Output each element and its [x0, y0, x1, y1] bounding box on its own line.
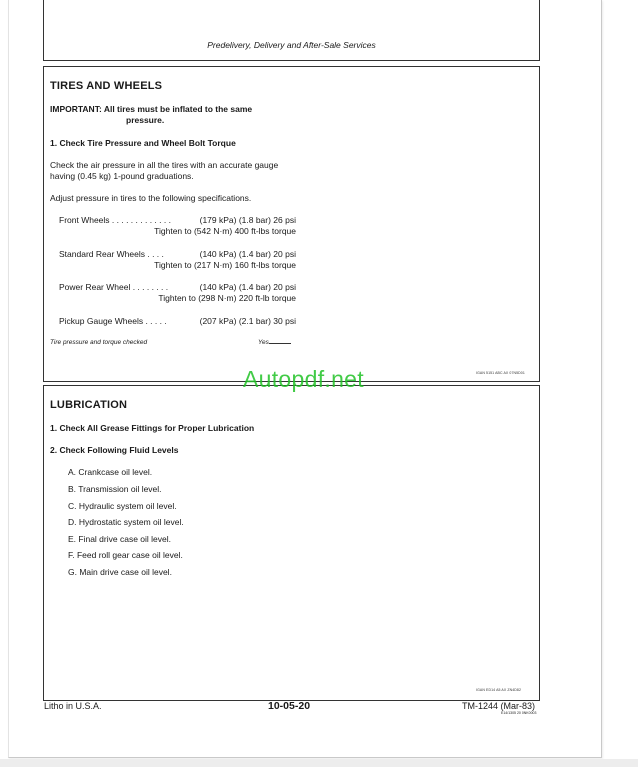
tire-para2: Adjust pressure in tires to the following specifications. [50, 193, 252, 203]
lube-step-2: 2. Check Following Fluid Levels [50, 445, 179, 455]
fluid-level-item: G. Main drive case oil level. [68, 567, 172, 577]
fluid-level-item: A. Crankcase oil level. [68, 467, 153, 477]
fluid-level-item: C. Hydraulic system oil level. [68, 501, 177, 511]
lubrication-panel [43, 385, 540, 701]
watermark-text: Autopdf.net [243, 366, 364, 392]
section-header-title: Predelivery, Delivery and After-Sale Services [207, 40, 376, 50]
footer-litho: Litho in U.S.A. [44, 701, 102, 711]
fluid-level-item: B. Transmission oil level. [68, 484, 162, 494]
tires-reference-code: IGAN 5151 ABC AX 07N5D01 [476, 371, 525, 375]
spec-pressure: (179 kPa) (1.8 bar) 26 psi [199, 215, 296, 225]
header-box [43, 0, 540, 61]
spec-torque: Tighten to (542 N·m) 400 ft-lbs torque [154, 226, 296, 236]
tires-and-wheels-panel [43, 66, 540, 382]
next-page-edge [0, 759, 638, 767]
tire-step-1: 1. Check Tire Pressure and Wheel Bolt Torque [50, 138, 236, 148]
lubrication-title: LUBRICATION [50, 399, 128, 411]
tires-title: TIRES AND WHEELS [50, 80, 163, 92]
spec-label: Standard Rear Wheels . . . . [59, 249, 164, 259]
important-note-line2: pressure. [126, 115, 165, 125]
fluid-level-item: E. Final drive case oil level. [68, 534, 171, 544]
page-number: 10-05-20 [268, 700, 311, 712]
lubrication-reference-code: IGAN ED14 A5 AX ZN4D82 [476, 688, 521, 692]
spec-pressure: (207 kPa) (2.1 bar) 30 psi [199, 316, 296, 326]
tire-para1-line2: having (0.45 kg) 1-pound graduations. [50, 171, 194, 181]
lube-step-1: 1. Check All Grease Fittings for Proper Lubrication [50, 423, 255, 433]
spec-label: Pickup Gauge Wheels . . . . . [59, 316, 167, 326]
spec-torque: Tighten to (298 N·m) 220 ft-lb torque [158, 293, 296, 303]
footer-reference-code: E14/1305 20 0NK0003 [501, 711, 537, 715]
tire-para1-line1: Check the air pressure in all the tires with an accurate gauge [50, 160, 279, 170]
spec-pressure: (140 kPa) (1.4 bar) 20 psi [199, 249, 296, 259]
checklist-yes: Yes [258, 339, 291, 346]
spec-label: Power Rear Wheel . . . . . . . . [59, 282, 169, 292]
checklist-label: Tire pressure and torque checked [50, 339, 148, 346]
fluid-level-item: F. Feed roll gear case oil level. [68, 550, 183, 560]
spec-label: Front Wheels . . . . . . . . . . . . . [59, 215, 171, 225]
fluid-level-item: D. Hydrostatic system oil level. [68, 517, 184, 527]
manual-number: TM-1244 (Mar-83) [462, 701, 536, 711]
important-note-line1: IMPORTANT: All tires must be inflated to the same [50, 104, 253, 114]
spec-pressure: (140 kPa) (1.4 bar) 20 psi [199, 282, 296, 292]
spec-torque: Tighten to (217 N·m) 160 ft-lbs torque [154, 260, 296, 270]
